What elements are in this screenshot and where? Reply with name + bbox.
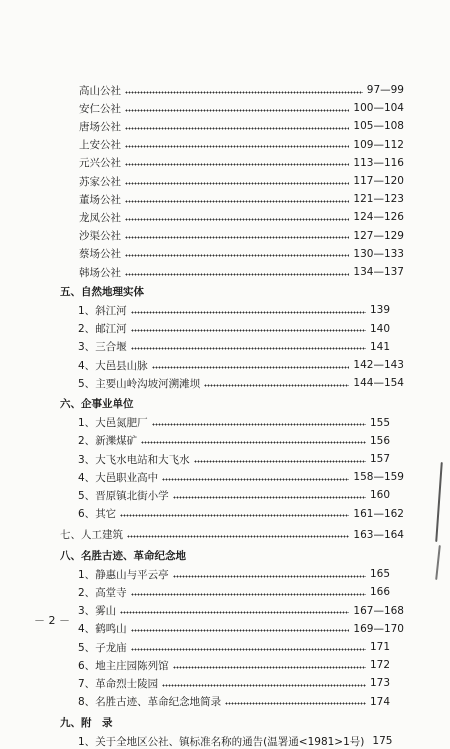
entry-label: 大飞水电站和大飞水: [95, 453, 190, 466]
entry-page: 139: [369, 304, 390, 317]
section-item: [78, 357, 404, 373]
entry-page: 155: [369, 416, 390, 429]
entry-label: 董场公社: [79, 193, 121, 206]
dot-leader: [225, 702, 366, 705]
entry-page: 141: [369, 340, 390, 353]
entry-page: 113—116: [353, 156, 404, 169]
entry-page: 171: [369, 641, 390, 653]
section-item: [78, 302, 390, 318]
page-number: － 2 －: [34, 614, 70, 627]
section-item: [78, 487, 390, 503]
entry-number: 5、: [78, 377, 96, 390]
dot-leader: [125, 218, 349, 221]
section-item: [78, 339, 390, 355]
entry-page: 163—164: [353, 528, 404, 541]
entry-page: 109—112: [353, 138, 404, 151]
section-heading: 八、名胜古迹、革命纪念地: [60, 550, 186, 562]
entry-label: 静惠山与平云亭: [95, 568, 169, 581]
entry-label: 元兴公社: [79, 157, 121, 170]
commune-entry: [79, 264, 404, 280]
dot-leader: [120, 611, 349, 614]
commune-entry: [79, 209, 404, 225]
section-entry: [60, 527, 404, 543]
commune-entry: [79, 82, 404, 98]
dot-leader: [127, 535, 349, 538]
commune-entry: [79, 191, 404, 207]
entry-page: 169—170: [353, 622, 404, 635]
section-item: [78, 694, 390, 710]
commune-entry: [79, 137, 404, 153]
entry-page: 117—120: [353, 175, 404, 187]
entry-label: 大邑职业高中: [95, 471, 159, 484]
dot-leader: [131, 648, 366, 651]
entry-page: 100—104: [353, 102, 404, 115]
dot-leader: [125, 182, 349, 185]
entry-page: 175: [372, 735, 393, 747]
entry-number: 4、: [78, 359, 96, 372]
dot-leader: [125, 236, 349, 239]
entry-page: 130—133: [353, 247, 404, 260]
dot-leader: [173, 575, 366, 578]
entry-page: 172: [369, 659, 390, 672]
dot-leader: [194, 460, 366, 463]
dot-leader: [204, 384, 349, 387]
entry-number: 3、: [78, 605, 96, 618]
dot-leader: [125, 254, 349, 257]
dot-leader: [152, 423, 366, 426]
entry-number: 8、: [78, 696, 96, 709]
entry-page: 97—99: [366, 84, 404, 96]
section-item: [78, 375, 404, 391]
section-item: [78, 675, 390, 691]
dot-leader: [125, 145, 349, 148]
section-item: [78, 603, 404, 619]
entry-label: 蔡场公社: [79, 248, 121, 261]
commune-entry: [79, 228, 404, 244]
entry-number: 1、: [78, 735, 96, 748]
section-item: [78, 469, 404, 485]
dot-leader: [131, 347, 366, 350]
dot-leader: [162, 684, 366, 687]
entry-number: 1、: [78, 417, 96, 430]
entry-number: 3、: [78, 341, 96, 354]
entry-label: 晋原镇北街小学: [95, 489, 169, 502]
entry-number: 3、: [78, 453, 96, 466]
dot-leader: [125, 163, 349, 166]
commune-entry: [79, 173, 404, 189]
entry-label: 鹤鸣山: [95, 623, 127, 636]
entry-page: 165: [369, 568, 390, 581]
entry-label: 名胜古迹、革命纪念地简录: [95, 696, 222, 709]
dot-leader: [173, 666, 366, 669]
entry-label: 大邑氮肥厂: [95, 417, 148, 430]
entry-number: 7、: [78, 677, 96, 690]
entry-label: 其它: [95, 508, 117, 521]
entry-label: 三合堰: [95, 341, 127, 354]
entry-label: 安仁公社: [79, 102, 121, 115]
entry-label: 邮江河: [95, 323, 127, 336]
entry-label: 主要山岭沟坡河溯滩坝: [95, 377, 201, 390]
entry-label: 七、人工建筑: [60, 529, 123, 542]
entry-label: 韩场公社: [79, 266, 121, 279]
entry-page: 167—168: [353, 604, 404, 617]
entry-label: 大邑县山脉: [95, 359, 148, 372]
section-heading: 九、附 录: [60, 716, 113, 729]
section-item: [78, 321, 390, 337]
entry-page: 156: [369, 434, 390, 447]
entry-number: 1、: [78, 568, 96, 581]
entry-label: 上安公社: [79, 139, 121, 152]
dot-leader: [141, 441, 366, 444]
section-item: [78, 566, 390, 582]
entry-label: 子龙庙: [95, 641, 127, 654]
dot-leader: [125, 200, 349, 203]
entry-page: 174: [369, 695, 390, 708]
entry-number: 2、: [78, 586, 96, 599]
entry-page: 142—143: [353, 359, 404, 371]
entry-label: 苏家公社: [79, 175, 121, 188]
dot-leader: [125, 127, 349, 130]
entry-number: 2、: [78, 435, 96, 448]
entry-number: 4、: [78, 471, 96, 484]
dot-leader: [120, 514, 349, 517]
entry-label: 斜江河: [95, 304, 127, 317]
entry-number: 6、: [78, 508, 96, 521]
dot-leader: [125, 109, 349, 112]
dot-leader: [162, 478, 349, 481]
dot-leader: [173, 496, 366, 499]
commune-entry: [79, 155, 404, 171]
section-item: [78, 415, 390, 431]
entry-page: 127—129: [353, 229, 404, 242]
entry-number: 4、: [78, 623, 96, 636]
dot-leader: [125, 273, 349, 276]
commune-entry: [79, 246, 404, 262]
commune-entry: [79, 100, 404, 116]
section-item: [78, 621, 404, 637]
dot-leader: [131, 329, 366, 332]
entry-number: 5、: [78, 641, 96, 654]
entry-page: 157: [369, 453, 390, 465]
dot-leader: [125, 91, 363, 94]
entry-label: 革命烈士陵园: [95, 677, 159, 690]
entry-number: 6、: [78, 659, 96, 672]
entry-page: 124—126: [353, 211, 404, 224]
section-heading: 五、自然地理实体: [60, 286, 144, 299]
section-item: [78, 657, 390, 673]
entry-number: 5、: [78, 489, 96, 502]
entry-label: 唐场公社: [79, 120, 121, 133]
entry-page: 134—137: [353, 266, 404, 278]
entry-label: 沙渠公社: [79, 230, 121, 243]
entry-page: 144—154: [353, 377, 404, 390]
commune-entry: [79, 118, 404, 134]
section-item: [78, 639, 390, 655]
dot-leader: [131, 593, 366, 596]
entry-page: 166: [369, 586, 390, 599]
section-item: [78, 451, 390, 467]
dot-leader: [131, 311, 366, 314]
entry-label: 龙凤公社: [79, 211, 121, 224]
entry-page: 160: [369, 489, 390, 502]
entry-label: 新濼煤矿: [95, 435, 138, 448]
entry-label: 高山公社: [79, 84, 121, 97]
section-item: [78, 433, 390, 449]
section-heading: 六、企事业单位: [60, 398, 134, 411]
entry-number: 2、: [78, 323, 96, 336]
section-item: [78, 506, 404, 522]
entry-label: 雾山: [95, 605, 117, 618]
entry-page: 140: [369, 322, 390, 335]
entry-label: 地主庄园陈列馆: [95, 659, 169, 672]
entry-label: 关于全地区公社、镇标准名称的通告(温署通<1981>1号): [95, 735, 365, 748]
section-item: [78, 733, 393, 749]
entry-label: 高堂寺: [95, 586, 127, 599]
entry-page: 105—108: [353, 120, 404, 133]
entry-page: 121—123: [353, 193, 404, 206]
dot-leader: [131, 629, 350, 632]
dot-leader: [152, 366, 350, 369]
entry-number: 1、: [78, 304, 96, 317]
section-item: [78, 584, 390, 600]
entry-page: 161—162: [353, 507, 404, 520]
entry-page: 158—159: [353, 471, 404, 484]
entry-page: 173: [369, 677, 390, 690]
